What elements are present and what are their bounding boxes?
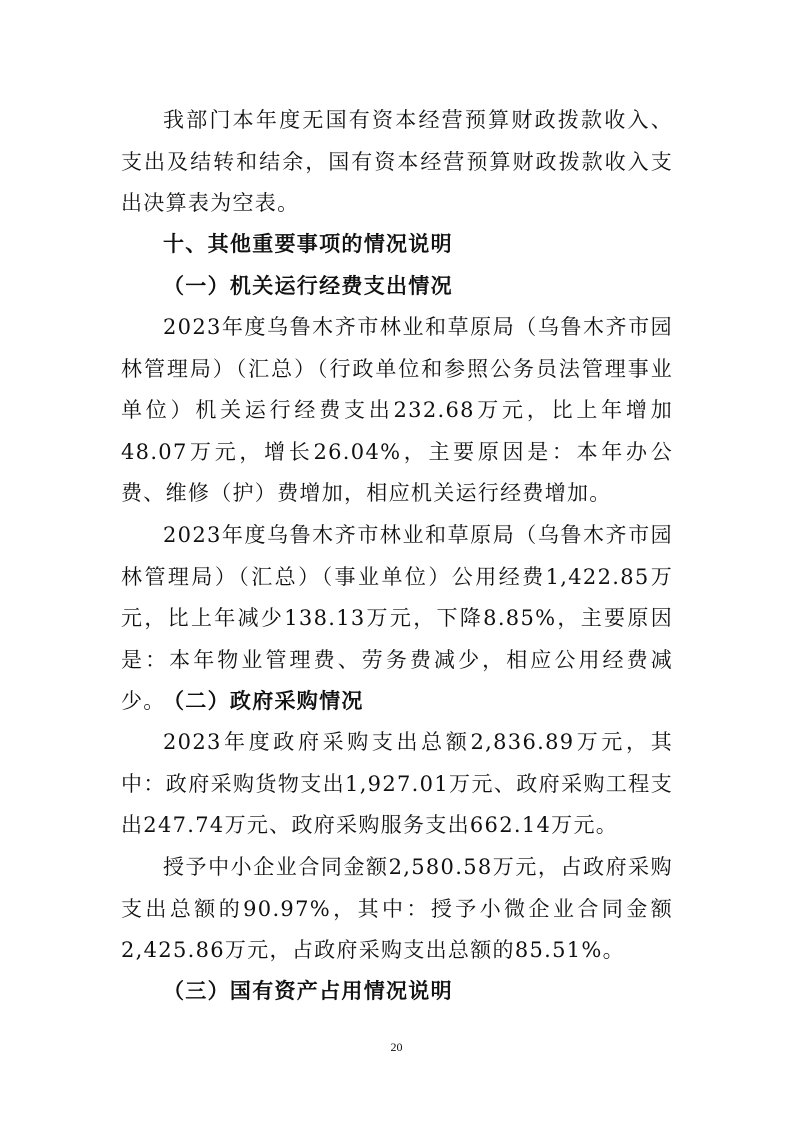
page-number: 20 — [390, 1040, 403, 1054]
subheading-government-procurement: （二）政府采购情况 — [163, 689, 364, 713]
paragraph-operating-expenses: 2023年度乌鲁木齐市林业和草原局（乌鲁木齐市园林管理局）（汇总）（行政单位和参照公务员法管理事业单位）机关运行经费支出232.68万元，比上年增加48.07万元，增长26.04%，主要原因是：本年办公费、维修（护）费增加，相应机关运行经费增加。 — [121, 315, 673, 505]
paragraph-capital-budget: 我部门本年度无国有资本经营预算财政拨款收入、支出及结转和结余，国有资本经营预算财政拨款收入支出决算表为空表。 — [121, 108, 673, 215]
subheading-state-assets: （三）国有资产占用情况说明 — [163, 979, 453, 1003]
paragraph-sme-contracts: 授予中小企业合同金额2,580.58万元，占政府采购支出总额的90.97%，其中：授予小微企业合同金额2,425.86万元，占政府采购支出总额的85.51%。 — [121, 855, 673, 962]
paragraph-public-expenses: 2023年度乌鲁木齐市林业和草原局（乌鲁木齐市园林管理局）（汇总）（事业单位）公用经费1,422.85万元，比上年减少138.13万元，下降8.85%，主要原因是：本年物业管理费、劳务费减少，相应公用经费减少。 — [121, 523, 673, 713]
subheading-operating-expenses: （一）机关运行经费支出情况 — [163, 274, 453, 298]
section-heading-other-matters: 十、其他重要事项的情况说明 — [163, 232, 453, 256]
paragraph-procurement-total: 2023年度政府采购支出总额2,836.89万元，其中：政府采购货物支出1,927.01万元、政府采购工程支出247.74万元、政府采购服务支出662.14万元。 — [121, 730, 673, 837]
